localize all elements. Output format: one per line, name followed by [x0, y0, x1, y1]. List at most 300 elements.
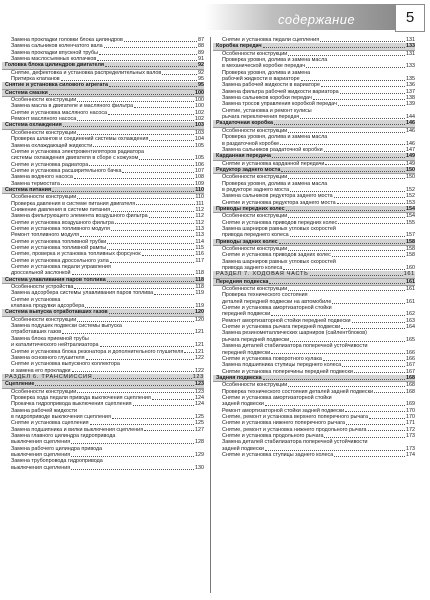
toc-entry-page: 114 — [195, 238, 204, 245]
toc-dot-leader — [162, 74, 197, 75]
toc-entry-page: 95 — [198, 82, 204, 89]
toc-dot-leader — [80, 236, 194, 237]
toc-entry-page: 104 — [195, 136, 204, 143]
toc-dot-leader — [99, 54, 197, 55]
toc-entry-page: 92 — [198, 62, 204, 69]
toc-section-heading — [2, 122, 204, 129]
toc-entry-page: 136 — [406, 82, 415, 89]
toc-entry-title: Снятие и установка электровентиляторов радиатора — [11, 148, 145, 155]
toc-dot-leader — [342, 366, 405, 367]
toc-section-heading — [213, 279, 415, 286]
toc-dot-leader — [85, 307, 194, 308]
toc-entry-page: 161 — [406, 286, 415, 293]
toc-dot-leader — [71, 456, 194, 457]
toc-entry-page: 162 — [406, 311, 415, 318]
toc-dot-leader — [107, 249, 194, 250]
toc-dot-leader — [108, 114, 194, 115]
toc-dot-leader — [152, 399, 194, 400]
toc-entry-title: дроссельной заслонкой — [11, 270, 71, 277]
toc-entry-title: Замена маслосъемных колпачков — [11, 56, 97, 63]
toc-entry-page: 92 — [198, 69, 204, 76]
toc-entry-title: Замена основного глушителя — [11, 354, 85, 361]
toc-dot-leader — [271, 353, 405, 354]
toc-entry-title: Замена прокладки впускной трубы — [11, 49, 99, 56]
toc-entry-page: 112 — [195, 206, 204, 213]
toc-section-heading — [213, 206, 415, 213]
toc-dot-leader — [89, 165, 194, 166]
header-title: содержание — [277, 12, 355, 27]
toc-dot-leader — [288, 55, 405, 56]
toc-dot-leader — [324, 437, 405, 438]
toc-entry-title: Снятие, проверка и установка топливных форсунок — [11, 251, 141, 258]
toc-entry-title: Коробка передач — [216, 43, 262, 50]
toc-dot-leader — [323, 360, 405, 361]
toc-entry-title: Проверка уровня, долива и замена масла — [222, 134, 328, 141]
toc-entry-page: 125 — [195, 413, 204, 420]
toc-dot-leader — [149, 140, 194, 141]
toc-entry-page: 103 — [195, 122, 204, 129]
toc-entry-page: 166 — [406, 355, 415, 362]
toc-dot-leader — [279, 243, 405, 244]
toc-entry-title: Ремонт топливного модуля — [11, 232, 80, 239]
toc-entry-page: 102 — [195, 116, 204, 123]
toc-entry-page: 172 — [406, 426, 415, 433]
toc-entry-page: 152 — [406, 186, 415, 193]
toc-entry-page: 100 — [195, 89, 204, 96]
toc-entry-page: 123 — [195, 388, 204, 395]
toc-dot-leader — [61, 80, 197, 81]
toc-entry-title: Замена прокладки головки блока цилиндров — [11, 37, 123, 43]
toc-entry-title: Снятие и установка рычага передней подвески — [222, 324, 341, 331]
toc-entry-page: 108 — [195, 174, 204, 181]
toc-dot-leader — [86, 359, 194, 360]
toc-dot-leader — [105, 66, 197, 67]
toc-entry-page: 170 — [406, 413, 415, 420]
toc-entry-page: 116 — [195, 251, 204, 258]
toc-entry-page: 100 — [195, 103, 204, 110]
toc-entry-title: Замена сальников коробки передач — [222, 95, 312, 102]
toc-section-heading — [2, 277, 204, 284]
toc-dot-leader — [340, 93, 405, 94]
toc-entry-page: 144 — [406, 114, 415, 121]
toc-dot-leader — [346, 424, 405, 425]
toc-dot-leader — [332, 303, 405, 304]
toc-entry-page: 107 — [195, 167, 204, 174]
toc-entry-page: 149 — [406, 153, 415, 160]
page-number: 5 — [395, 4, 425, 32]
toc-dot-leader — [184, 352, 194, 353]
toc-entry-title: Замена фильтрующего элемента воздушного фильтра — [11, 213, 148, 220]
toc-entry-title: Снятие, ремонт и установка нижнего продольного рычага — [222, 426, 367, 433]
toc-dot-leader — [77, 392, 194, 393]
toc-dot-leader — [288, 386, 405, 387]
toc-entry-title: Снятие и установка сцепления — [11, 420, 89, 427]
toc-dot-leader — [111, 230, 195, 231]
toc-dot-leader — [149, 217, 195, 218]
toc-entry-title: рычага переключения передач — [222, 114, 300, 121]
toc-entry-title: привода заднего колеса — [222, 265, 283, 272]
toc-entry-page: 166 — [406, 349, 415, 356]
toc-dot-leader — [288, 132, 405, 133]
toc-entry-title: РАЗДЕЛ 6. ТРАНСМИССИЯ — [5, 373, 93, 380]
toc-entry-title: Особенности конструкции — [222, 174, 288, 181]
toc-entry-page: 119 — [195, 303, 204, 310]
toc-dot-leader — [71, 443, 194, 444]
toc-entry-title: Замена трубопровода гидропривода — [11, 458, 103, 465]
toc-entry-title: отработавших газов — [11, 329, 62, 336]
toc-entry-page: 163 — [406, 317, 415, 324]
toc-entry-page: 109 — [195, 180, 204, 187]
toc-entry-page: 158 — [406, 246, 415, 252]
toc-entry-page: 146 — [406, 140, 415, 147]
toc-dot-leader — [337, 203, 405, 204]
toc-entry-title: Замена масла в двигателе и масляного фильтра — [11, 103, 134, 110]
toc-dot-leader — [263, 379, 405, 380]
toc-entry-title: Особенности конструкции — [11, 316, 77, 323]
toc-entry-page: 161 — [403, 271, 415, 278]
toc-section-heading — [2, 381, 204, 388]
toc-entry-title: Замена деталей стабилизатора поперечной устойчивости — [222, 343, 368, 350]
toc-dot-leader — [280, 144, 405, 145]
toc-entry-page: 119 — [195, 290, 204, 297]
toc-dot-leader — [369, 418, 405, 419]
toc-dot-leader — [300, 118, 405, 119]
toc-entry-title: Притирка клапанов — [11, 76, 60, 83]
toc-entry-title: Снятие и установка амортизаторной стойки — [222, 394, 332, 401]
toc-dot-leader — [374, 392, 405, 393]
toc-entry-title: системы охлаждения двигателя в сборе с кожухом — [11, 155, 139, 162]
toc-entry-title: Замена водяного насоса — [11, 174, 73, 181]
toc-entry-title: Замена рабочей жидкости — [11, 407, 78, 414]
toc-entry-title: Задняя подвеска — [216, 374, 262, 381]
toc-entry-title: Снятие и установка топливной трубки — [11, 238, 107, 245]
toc-entry-title: рычага передней подвески — [222, 336, 290, 343]
toc-dot-leader — [77, 101, 194, 102]
toc-entry-title: Снятие и установка приводов задних колес — [222, 252, 331, 259]
toc-entry-title: Снятие и установка редуктора заднего моста — [222, 199, 336, 206]
toc-dot-leader — [109, 313, 194, 314]
toc-entry-title: Проверка хода педали привода выключения сцепления — [11, 394, 151, 401]
toc-entry-page: 122 — [195, 367, 204, 374]
toc-entry-title: Снятие и установка радиатора — [11, 161, 89, 168]
toc-entry-title: Особенности конструкции — [11, 194, 77, 201]
toc-entry-title: Снятие и установка воздушного фильтра — [11, 219, 114, 226]
toc-entry-page: 124 — [195, 401, 204, 408]
toc-entry-title: Замена охлаждающей жидкости — [11, 142, 93, 149]
toc-entry-page: 88 — [198, 43, 204, 50]
toc-dot-leader — [269, 283, 405, 284]
toc-dot-leader — [313, 99, 405, 100]
toc-dot-leader — [154, 294, 194, 295]
toc-entry-title: Приводы задних колес — [216, 238, 278, 245]
toc-entry-title: Снятие и установка карданной передачи — [222, 160, 325, 167]
toc-entry-page: 125 — [195, 420, 204, 427]
toc-entry-title: Замена шарниров равных угловых скоростей — [222, 258, 336, 265]
toc-entry-title: рабочей жидкости в вариаторе — [222, 76, 300, 83]
toc-dot-leader — [341, 328, 405, 329]
toc-entry-page: 154 — [406, 205, 415, 212]
toc-entry-title: в раздаточной коробке — [222, 140, 280, 147]
toc-section-heading — [213, 120, 415, 127]
toc-dot-leader — [338, 105, 405, 106]
toc-entry-title: Снятие и установка продольного рычага — [222, 432, 324, 439]
toc-dot-leader — [324, 151, 405, 152]
toc-section-heading — [2, 187, 204, 194]
toc-dot-leader — [90, 424, 194, 425]
toc-dot-leader — [271, 315, 405, 316]
toc-entry-title: в редукторе заднего моста — [222, 186, 290, 193]
toc-entry-page: 157 — [406, 232, 415, 239]
toc-entry-page: 152 — [406, 193, 415, 200]
toc-section-heading — [2, 90, 204, 97]
toc-entry-page: 160 — [406, 265, 415, 272]
toc-entry-page: 168 — [406, 382, 415, 389]
toc-entry-title: Замена резинометаллических шарниров (сайлентблоков) — [222, 330, 367, 337]
toc-entry-page: 129 — [195, 452, 204, 458]
toc-dot-leader — [332, 256, 405, 257]
toc-entry-title: и каталитического нейтрализатора — [11, 342, 99, 349]
toc-entry-title: Особенности конструкции — [11, 129, 77, 136]
toc-part-heading — [2, 374, 204, 381]
toc-entry-page: 118 — [195, 284, 204, 291]
toc-dot-leader — [142, 255, 195, 256]
toc-entry-page: 135 — [406, 76, 415, 83]
toc-entry-title: РАЗДЕЛ 7. ХОДОВАЯ ЧАСТЬ — [216, 271, 309, 278]
toc-dot-leader — [334, 456, 405, 457]
toc-entry-title: Снятие и установка масляного насоса — [11, 109, 108, 116]
toc-entry-title: Снятие, ремонт и установка верхнего поперечного рычага — [222, 413, 369, 420]
toc-entry-title: Замена главного цилиндра гидропривода — [11, 432, 116, 439]
toc-dot-leader — [77, 120, 194, 121]
toc-entry-title: Особенности конструкции — [222, 246, 288, 252]
toc-entry-title: Замена термостата — [11, 180, 60, 187]
toc-part-heading — [213, 271, 415, 278]
toc-entry-title: Ремонт амортизаторной стойки задней подвески — [222, 407, 345, 414]
toc-entry-page: 103 — [195, 129, 204, 136]
toc-dot-leader — [122, 172, 194, 173]
toc-entry-page: 123 — [195, 381, 204, 388]
toc-entry-title: Раздаточная коробка — [216, 120, 273, 127]
toc-entry-page: 89 — [198, 49, 204, 56]
toc-dot-leader — [290, 236, 405, 237]
toc-entry-page: 146 — [406, 120, 415, 127]
toc-entry-page: 117 — [195, 257, 204, 264]
toc-entry-title: клапана продувки адсорбера — [11, 303, 85, 310]
toc-dot-leader — [133, 405, 194, 406]
toc-dot-leader — [290, 341, 405, 342]
toc-dot-leader — [112, 418, 194, 419]
toc-entry-title: Замена рабочей жидкости в вариаторе — [222, 82, 321, 89]
toc-entry-title: Проверка давления в системе питания двигателя — [11, 200, 136, 207]
column-divider — [210, 37, 211, 593]
toc-entry-page: 110 — [195, 186, 204, 193]
toc-dot-leader — [72, 274, 195, 275]
toc-right-column — [216, 37, 415, 458]
toc-dot-leader — [345, 411, 405, 412]
toc-entry-title: Снятие и установка расширительного бачка — [11, 167, 122, 174]
toc-entry-page: 115 — [195, 245, 204, 251]
toc-dot-leader — [110, 262, 195, 263]
toc-entry-page: 173 — [406, 432, 415, 439]
toc-entry-title: Замена тросов управления коробкой передач — [222, 101, 337, 108]
toc-entry-page: 169 — [406, 401, 415, 408]
toc-dot-leader — [77, 321, 194, 322]
toc-entry-title: Ремонт амортизаторной стойки передней подвески — [222, 317, 351, 324]
toc-entry-title: Особенности конструкции — [222, 213, 288, 220]
toc-entry-page: 149 — [406, 160, 415, 167]
toc-entry-page: 131 — [406, 50, 415, 57]
toc-dot-leader — [290, 191, 405, 192]
toc-entry-title: Прокачка гидропривода выключения сцепления — [11, 401, 132, 408]
toc-entry-page: 121 — [195, 348, 204, 355]
toc-entry-title: Особенности конструкции — [11, 97, 77, 104]
toc-entry-page: 168 — [406, 388, 415, 395]
toc-entry-title: Снятие, установка и ремонт кулисы — [222, 107, 312, 114]
page-header — [0, 0, 430, 34]
toc-dot-leader — [93, 378, 191, 379]
toc-entry-page: 165 — [406, 336, 415, 343]
toc-entry-title: Система охлаждения — [5, 122, 62, 129]
toc-entry-title: Особенности конструкции — [11, 388, 77, 395]
toc-entry-title: Снятие и установка выпускного коллектора — [11, 361, 120, 368]
toc-entry-title: Снятие и установка силового агрегата — [5, 82, 108, 89]
toc-dot-leader — [288, 290, 405, 291]
toc-dot-leader — [265, 450, 405, 451]
toc-dot-leader — [124, 41, 197, 42]
toc-entry-page: 118 — [195, 276, 204, 283]
toc-entry-title: Сцепление — [5, 381, 35, 388]
toc-entry-page: 110 — [195, 194, 204, 201]
toc-dot-leader — [136, 204, 195, 205]
toc-entry-page: 150 — [406, 174, 415, 181]
toc-dot-leader — [97, 60, 197, 61]
toc-entry-title: задней подвески — [222, 401, 264, 408]
toc-section-heading — [213, 153, 415, 160]
toc-entry-title: Снятие, дефектовка и установка распределительных валов — [11, 69, 162, 76]
toc-entry-title: Особенности конструкции — [222, 127, 288, 134]
toc-dot-leader — [352, 322, 405, 323]
toc-dot-leader — [288, 217, 405, 218]
toc-entry-title: Приводы передних колес — [216, 205, 285, 212]
toc-entry-title: деталей передней подвески на автомобиле — [222, 298, 332, 305]
toc-entry-title: Замена сальников коленчатого вала — [11, 43, 103, 50]
toc-entry-title: Снятие и установка топливного модуля — [11, 225, 110, 232]
toc-entry-page: 158 — [406, 252, 415, 259]
toc-entry-title: Система выпуска отработавших газов — [5, 309, 108, 316]
toc-entry-title: Проверка уровня, долива и замена — [222, 69, 311, 76]
toc-entry-page: 112 — [195, 213, 204, 220]
toc-entry-title: передней подвески — [222, 349, 271, 356]
toc-entry-title: Снижение давления в системе питания — [11, 206, 111, 213]
toc-entry-page: 147 — [406, 146, 415, 153]
toc-entry-page: 91 — [198, 56, 204, 63]
toc-entry-title: Снятие и установка нижнего поперечного рычага — [222, 420, 346, 427]
toc-entry-title: Редуктор заднего моста — [216, 166, 281, 173]
toc-entry-title: Особенности устройства — [11, 284, 74, 291]
toc-dot-leader — [272, 157, 405, 158]
toc-entry-page: 128 — [195, 439, 204, 446]
toc-entry-title: Замена шарниров равных угловых скоростей — [222, 225, 336, 232]
toc-entry-page: 105 — [195, 142, 204, 149]
toc-entry-page: 173 — [406, 445, 415, 452]
toc-entry-title: Замена подшипника и вилки выключения сцепления — [11, 426, 144, 433]
toc-entry-page: 95 — [198, 76, 204, 83]
toc-entry-title: выключения сцепления — [11, 452, 71, 458]
toc-section-heading — [2, 82, 204, 89]
toc-entry-title: привода переднего колеса — [222, 232, 289, 239]
toc-section-heading — [2, 62, 204, 69]
toc-dot-leader — [265, 405, 405, 406]
toc-entry-page: 150 — [406, 166, 415, 173]
toc-dot-leader — [104, 47, 197, 48]
toc-entry-title: Замена фильтра рабочей жидкости вариатора — [222, 88, 339, 95]
toc-dot-leader — [274, 124, 405, 125]
toc-dot-leader — [77, 198, 194, 199]
toc-entry-title: выключения сцепления — [11, 439, 71, 446]
toc-entry-title: Система питания — [5, 186, 52, 193]
toc-entry-page: 122 — [195, 354, 204, 361]
toc-entry-title: и замена его прокладки — [11, 367, 71, 374]
toc-dot-leader — [111, 211, 194, 212]
toc-entry-title: в гидроприводе выключения сцепления — [11, 413, 111, 420]
toc-entry-page: 133 — [406, 63, 415, 70]
toc-entry-title: Замена подушек подвески системы выпуска — [11, 323, 122, 330]
toc-section-heading — [213, 43, 415, 50]
toc-dot-leader — [354, 372, 405, 373]
toc-entry-title: Замена деталей стабилизатора поперечной устойчивости — [222, 439, 368, 446]
toc-entry-title: Проверка уровня, долива и замена масла — [222, 57, 328, 64]
toc-entry-title: Замена адсорбера системы улавливания паров топлива — [11, 290, 154, 297]
toc-dot-leader — [49, 94, 194, 95]
toc-entry-title: Система смазки — [5, 89, 48, 96]
toc-entry-title: передней подвески — [222, 311, 271, 318]
toc-entry-title: Снятие и установка блока резонатора и дополнительного глушителя — [11, 348, 184, 355]
toc-entry-title: Замена сальников раздаточной коробки — [222, 146, 323, 153]
toc-entry-page: 174 — [406, 452, 415, 458]
toc-entry-title: Снятие и установка поперечины передней подвески — [222, 368, 353, 375]
toc-dot-leader — [74, 178, 194, 179]
toc-entry-title: Проверка шлангов и соединений системы охлаждения — [11, 136, 149, 143]
toc-section-heading — [213, 167, 415, 174]
toc-entry-title: Замена подшипника ступицы переднего колеса — [222, 362, 342, 369]
toc-dot-leader — [320, 41, 405, 42]
toc-dot-leader — [144, 430, 194, 431]
toc-entry-title: Головка блока цилиндров двигателя — [5, 62, 105, 69]
toc-entry-page: 120 — [195, 309, 204, 316]
toc-entry-page: 161 — [406, 278, 415, 285]
toc-dot-leader — [35, 385, 194, 386]
toc-dot-leader — [288, 178, 405, 179]
toc-entry-title: Передняя подвеска — [216, 278, 269, 285]
toc-entry-title: Снятие и установка амортизаторной стойки — [222, 305, 332, 312]
toc-dot-leader — [306, 67, 405, 68]
toc-entry-page: 137 — [406, 88, 415, 95]
toc-entry-page: 170 — [406, 407, 415, 414]
toc-dot-leader — [368, 430, 406, 431]
toc-entry-page: 167 — [406, 368, 415, 375]
toc-entry-page: 153 — [406, 199, 415, 206]
toc-entry-title: Ремонт масляного насоса — [11, 116, 77, 123]
toc-entry — [216, 452, 415, 458]
toc-dot-leader — [62, 333, 194, 334]
toc-dot-leader — [61, 184, 194, 185]
toc-dot-leader — [134, 107, 194, 108]
toc-entry-title: Снятие и установка дроссельного узла — [11, 257, 109, 264]
toc-dot-leader — [334, 197, 405, 198]
toc-entry-title: Особенности конструкции — [222, 50, 288, 57]
toc-entry-page: 146 — [406, 127, 415, 134]
toc-entry-title: Снятие и установка поворотного кулака — [222, 355, 322, 362]
